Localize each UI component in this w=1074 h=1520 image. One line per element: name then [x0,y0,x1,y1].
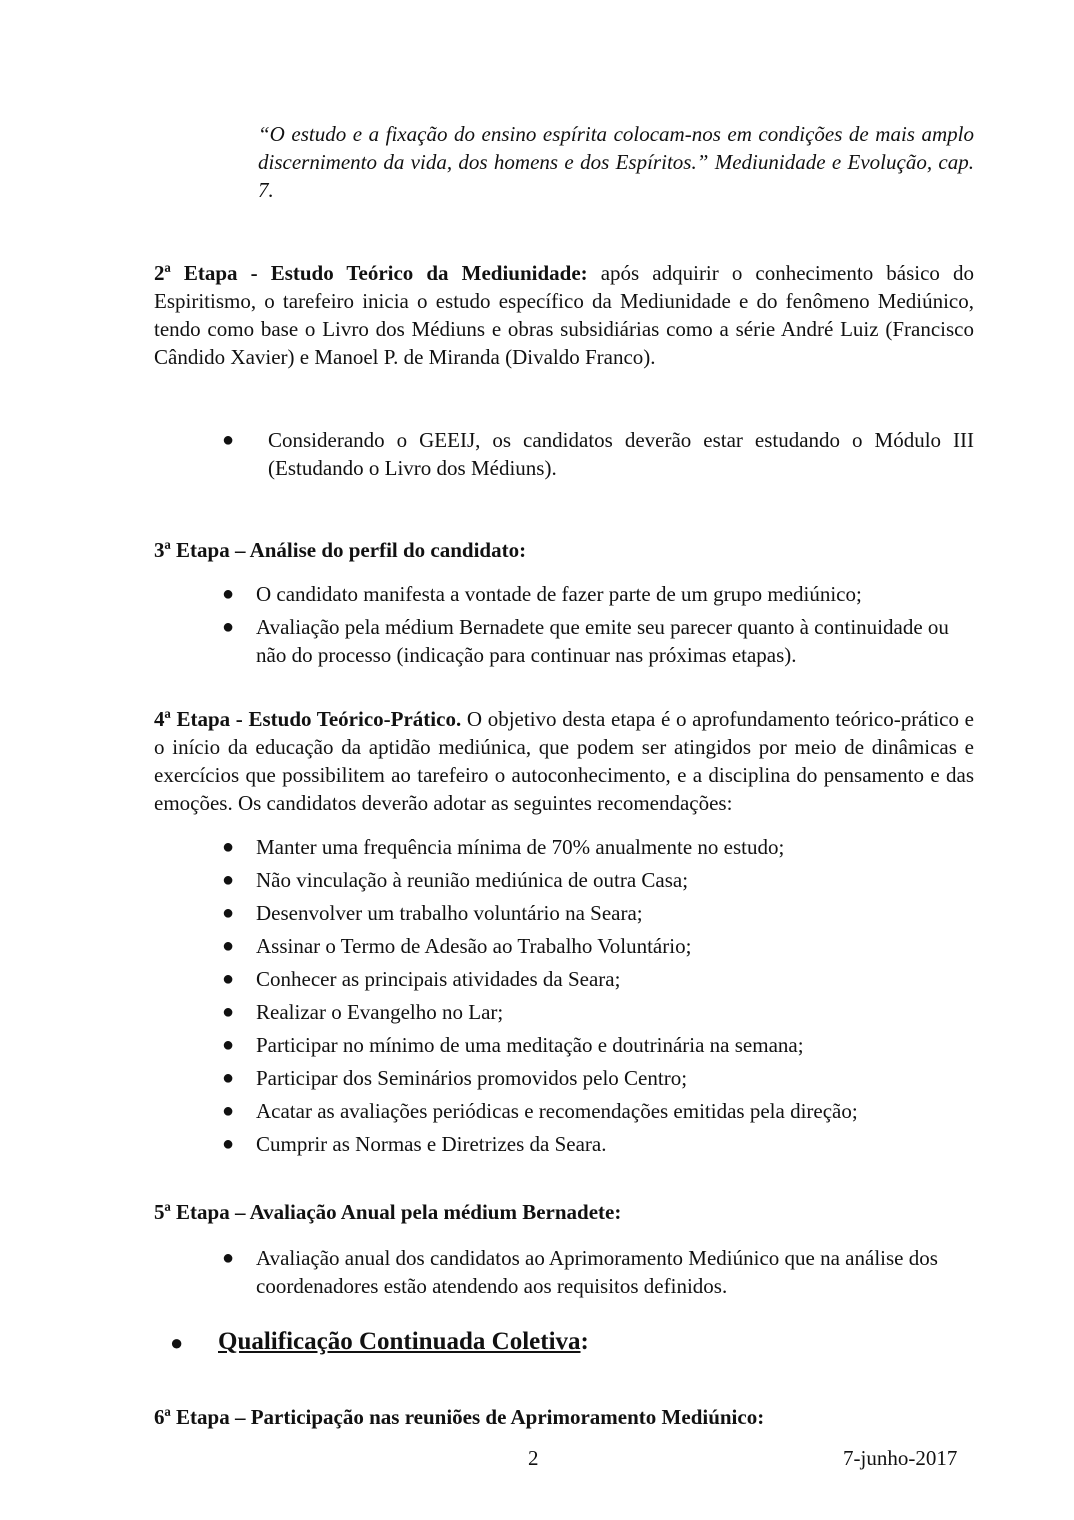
etapa3-list [154,580,974,674]
bullet-icon: ● [222,968,235,990]
bullet-icon: ● [222,1001,235,1023]
bullet-icon: ● [222,1247,235,1269]
list-item-text: Participar no mínimo de uma meditação e doutrinária na semana; [256,1033,804,1057]
list-item [154,1130,974,1158]
page-number: 2 [528,1446,539,1470]
list-item-text: Desenvolver um trabalho voluntário na Seara; [256,901,643,925]
list-item [154,1031,974,1059]
list-item [154,426,974,482]
bullet-icon: ● [222,869,235,891]
bullet-icon: ● [222,1100,235,1122]
etapa2-bullet-list [154,426,974,482]
bullet-icon: ● [222,1067,235,1089]
list-item-text: O candidato manifesta a vontade de fazer parte de um grupo mediúnico; [256,582,862,606]
etapa4-paragraph [154,705,974,817]
list-item [154,833,974,861]
etapa4-list [154,833,974,1163]
etapa3-title: 3ª Etapa – Análise do perfil do candidato: [154,538,527,562]
bullet-icon: ● [222,429,235,451]
list-item [154,998,974,1026]
bullet-icon: ● [222,902,235,924]
qualificacao-label: Qualificação Continuada Coletiva [218,1328,581,1355]
list-item [154,866,974,894]
list-item-text: Conhecer as principais atividades da Seara; [256,967,621,991]
bullet-icon: ● [170,1330,184,1355]
bullet-icon: ● [222,583,235,605]
etapa4-body: O objetivo desta etapa é o aprofundamento teórico-prático e o início da educação da aptidão mediúnica, que podem ser atingidos por meio de dinâmicas e exercícios que possibilitem ao tarefeiro o autoconhecimento, e a disciplina do pensamento e das emoções. Os candidatos deverão adotar as seguintes recomendações: [154,707,974,815]
etapa2-paragraph [154,259,974,371]
bullet-icon: ● [222,1133,235,1155]
list-item [154,1064,974,1092]
etapa4-title: 4ª Etapa - Estudo Teórico-Prático. [154,707,462,731]
list-item-text: Considerando o GEEIJ, os candidatos deverão estar estudando o Módulo III (Estudando o Livro dos Médiuns). [268,428,974,480]
etapa2-title: 2ª Etapa - Estudo Teórico da Mediunidade: [154,261,588,285]
etapa5-list [154,1244,974,1305]
bullet-icon: ● [222,935,235,957]
list-item-text: Avaliação anual dos candidatos ao Aprimoramento Mediúnico que na análise dos coordenadores estão atendendo aos requisitos definidos. [256,1246,938,1298]
list-item [154,899,974,927]
epigraph-quote: “O estudo e a fixação do ensino espírita colocam-nos em condições de mais amplo discernimento da vida, dos homens e dos Espíritos.” Mediunidade e Evolução, cap. 7. [258,122,974,202]
qualificacao-colon: : [580,1328,589,1355]
bullet-icon: ● [222,836,235,858]
list-item-text: Assinar o Termo de Adesão ao Trabalho Voluntário; [256,934,692,958]
list-item-text: Realizar o Evangelho no Lar; [256,1000,504,1024]
list-item-text: Avaliação pela médium Bernadete que emite seu parecer quanto à continuidade ou não do processo (indicação para continuar nas próximas etapas). [256,615,949,667]
list-item [154,580,974,608]
list-item [154,1097,974,1125]
etapa5-title: 5ª Etapa – Avaliação Anual pela médium Bernadete: [154,1200,622,1224]
list-item [154,965,974,993]
bullet-icon: ● [222,1034,235,1056]
list-item [154,1244,974,1300]
footer-date: 7-junho-2017 [843,1446,958,1470]
qualificacao-heading [170,1328,589,1356]
list-item [154,613,974,669]
bullet-icon: ● [222,616,235,638]
list-item [154,932,974,960]
list-item-text: Manter uma frequência mínima de 70% anualmente no estudo; [256,835,785,859]
list-item-text: Não vinculação à reunião mediúnica de outra Casa; [256,868,689,892]
list-item-text: Acatar as avaliações periódicas e recomendações emitidas pela direção; [256,1099,858,1123]
list-item-text: Cumprir as Normas e Diretrizes da Seara. [256,1132,607,1156]
list-item-text: Participar dos Seminários promovidos pelo Centro; [256,1066,688,1090]
etapa6-title: 6ª Etapa – Participação nas reuniões de Aprimoramento Mediúnico: [154,1405,765,1429]
etapa2-body: após adquirir o conhecimento básico do Espiritismo, o tarefeiro inicia o estudo específico da Mediunidade e do fenômeno Mediúnico, tendo como base o Livro dos Médiuns e obras subsidiárias como a série André Luiz (Francisco Cândido Xavier) e Manoel P. de Miranda (Divaldo Franco). [154,261,974,369]
